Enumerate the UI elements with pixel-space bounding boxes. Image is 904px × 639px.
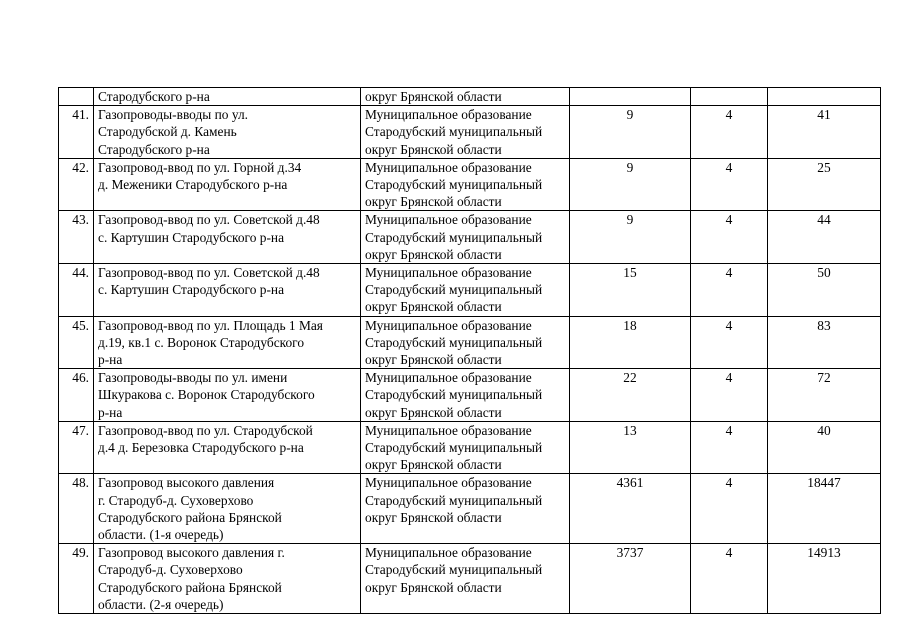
owner-cell: Муниципальное образование Стародубский муниципальный округ Брянской области [361, 316, 570, 369]
count-cell: 72 [768, 369, 881, 422]
object-name-cell: Газопровод-ввод по ул. Советской д.48 с. Картушин Стародубского р-на [94, 211, 361, 264]
count-cell: 41 [768, 106, 881, 159]
count-cell: 25 [768, 158, 881, 211]
category-cell: 4 [691, 264, 768, 317]
count-cell: 83 [768, 316, 881, 369]
row-number-cell: 48. [59, 474, 94, 544]
count-cell: 40 [768, 421, 881, 474]
object-name-cell: Газопровод высокого давления г. Стародуб-д. Суховерхово Стародубского района Брянской области. (1-я очередь) [94, 474, 361, 544]
object-name-cell: Газопроводы-вводы по ул. имени Шкуракова с. Воронок Стародубского р-на [94, 369, 361, 422]
category-cell: 4 [691, 316, 768, 369]
owner-cell: Муниципальное образование Стародубский муниципальный округ Брянской области [361, 474, 570, 544]
category-cell: 4 [691, 474, 768, 544]
owner-cell: Муниципальное образование Стародубский муниципальный округ Брянской области [361, 421, 570, 474]
table-row [59, 264, 881, 317]
table-row [59, 106, 881, 159]
owner-cell: Муниципальное образование Стародубский муниципальный округ Брянской области [361, 211, 570, 264]
object-name-cell: Стародубского р-на [94, 88, 361, 106]
table-row [59, 474, 881, 544]
owner-cell: Муниципальное образование Стародубский муниципальный округ Брянской области [361, 369, 570, 422]
length-cell: 4361 [570, 474, 691, 544]
category-cell: 4 [691, 158, 768, 211]
owner-cell: Муниципальное образование Стародубский муниципальный округ Брянской области [361, 106, 570, 159]
table-body [59, 88, 881, 614]
row-number-cell: 41. [59, 106, 94, 159]
table-row [59, 211, 881, 264]
count-cell: 18447 [768, 474, 881, 544]
table-row [59, 421, 881, 474]
category-cell: 4 [691, 106, 768, 159]
owner-cell: Муниципальное образование Стародубский муниципальный округ Брянской области [361, 544, 570, 614]
length-cell: 22 [570, 369, 691, 422]
count-cell: 50 [768, 264, 881, 317]
count-cell: 14913 [768, 544, 881, 614]
length-cell: 3737 [570, 544, 691, 614]
length-cell: 13 [570, 421, 691, 474]
category-cell: 4 [691, 211, 768, 264]
row-number-cell: 43. [59, 211, 94, 264]
row-number-cell: 44. [59, 264, 94, 317]
count-cell: 44 [768, 211, 881, 264]
table-row [59, 544, 881, 614]
object-name-cell: Газопровод-ввод по ул. Площадь 1 Мая д.19, кв.1 с. Воронок Стародубского р-на [94, 316, 361, 369]
length-cell: 9 [570, 211, 691, 264]
length-cell: 18 [570, 316, 691, 369]
object-name-cell: Газопровод-ввод по ул. Советской д.48 с. Картушин Стародубского р-на [94, 264, 361, 317]
owner-cell: округ Брянской области [361, 88, 570, 106]
object-name-cell: Газопроводы-вводы по ул. Стародубской д. Камень Стародубского р-на [94, 106, 361, 159]
length-cell: 9 [570, 158, 691, 211]
row-number-cell: 45. [59, 316, 94, 369]
category-cell: 4 [691, 544, 768, 614]
row-number-cell: 46. [59, 369, 94, 422]
count-cell [768, 88, 881, 106]
length-cell: 9 [570, 106, 691, 159]
object-name-cell: Газопровод высокого давления г. Стародуб-д. Суховерхово Стародубского района Брянской области. (2-я очередь) [94, 544, 361, 614]
category-cell: 4 [691, 369, 768, 422]
category-cell: 4 [691, 421, 768, 474]
table-row [59, 316, 881, 369]
owner-cell: Муниципальное образование Стародубский муниципальный округ Брянской области [361, 158, 570, 211]
table-row-continuation [59, 88, 881, 106]
object-name-cell: Газопровод-ввод по ул. Горной д.34 д. Меженики Стародубского р-на [94, 158, 361, 211]
object-name-cell: Газопровод-ввод по ул. Стародубской д.4 д. Березовка Стародубского р-на [94, 421, 361, 474]
table-row [59, 158, 881, 211]
table-row [59, 369, 881, 422]
row-number-cell: 47. [59, 421, 94, 474]
category-cell [691, 88, 768, 106]
row-number-cell: 42. [59, 158, 94, 211]
gas-pipeline-table [58, 87, 881, 614]
length-cell: 15 [570, 264, 691, 317]
row-number-cell: 49. [59, 544, 94, 614]
owner-cell: Муниципальное образование Стародубский муниципальный округ Брянской области [361, 264, 570, 317]
length-cell [570, 88, 691, 106]
row-number-cell [59, 88, 94, 106]
